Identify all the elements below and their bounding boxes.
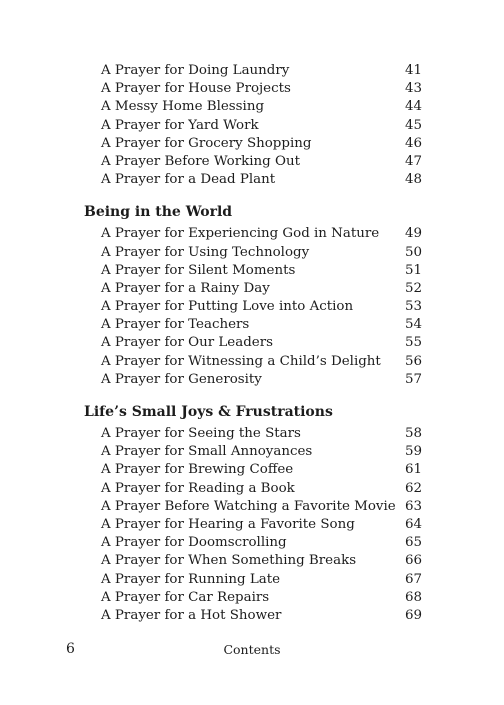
- toc-entry: [0, 117, 504, 135]
- entry-title: A Prayer for Silent Moments: [101, 262, 296, 278]
- entry-title: A Prayer for a Rainy Day: [101, 280, 270, 296]
- entry-title: A Prayer for Brewing Coffee: [101, 462, 294, 478]
- toc-entry: [0, 516, 504, 534]
- toc-entry: [0, 425, 504, 443]
- toc-entry: [0, 262, 504, 280]
- entry-title: A Prayer for Grocery Shopping: [101, 135, 312, 151]
- section-heading: Being in the World: [84, 204, 233, 221]
- entry-title: A Prayer for Doing Laundry: [101, 63, 290, 78]
- entry-page-number: 67: [404, 571, 422, 587]
- toc-entry: [0, 153, 504, 171]
- entry-page-number: 63: [404, 498, 422, 514]
- page-footer: [0, 641, 504, 661]
- entry-title: A Prayer for Doomscrolling: [101, 535, 287, 551]
- entry-title: A Prayer Before Working Out: [101, 153, 300, 169]
- toc-section: [0, 62, 504, 189]
- toc-entry: [0, 571, 504, 589]
- entry-page-number: 49: [404, 226, 422, 242]
- toc-entry: [0, 135, 504, 153]
- entry-title: A Prayer for Using Technology: [101, 244, 310, 260]
- entry-page-number: 69: [404, 607, 422, 623]
- entry-page-number: 47: [404, 153, 422, 169]
- entry-title: A Messy Home Blessing: [101, 99, 265, 115]
- entry-page-number: 55: [404, 335, 422, 351]
- running-head: Contents: [223, 642, 281, 657]
- toc-entry: [0, 443, 504, 461]
- toc-entry: [0, 225, 504, 243]
- toc-entry: [0, 607, 504, 625]
- entry-page-number: 51: [404, 262, 422, 278]
- toc-entry: [0, 244, 504, 262]
- entry-page-number: 61: [404, 462, 422, 478]
- entry-page-number: 65: [404, 535, 422, 551]
- toc-entry: [0, 80, 504, 98]
- entry-title: A Prayer for Small Annoyances: [101, 444, 313, 460]
- entry-title: A Prayer for House Projects: [101, 81, 291, 97]
- table-of-contents: [0, 62, 504, 635]
- entry-title: A Prayer for Putting Love into Action: [101, 299, 354, 315]
- entry-title: A Prayer for Our Leaders: [101, 335, 273, 351]
- entry-page-number: 64: [404, 516, 422, 532]
- toc-entry: [0, 171, 504, 189]
- entry-page-number: 41: [404, 63, 422, 78]
- entry-title: A Prayer for Teachers: [101, 317, 250, 333]
- entry-page-number: 44: [404, 99, 422, 115]
- entry-page-number: 53: [404, 299, 422, 315]
- entry-page-number: 46: [404, 135, 422, 151]
- toc-entry: [0, 589, 504, 607]
- entry-page-number: 52: [404, 280, 422, 296]
- entry-page-number: 43: [404, 81, 422, 97]
- entry-page-number: 54: [404, 317, 422, 333]
- toc-entry: [0, 353, 504, 371]
- entry-title: A Prayer for a Dead Plant: [101, 172, 276, 188]
- toc-entry: [0, 98, 504, 116]
- entry-title: A Prayer for Yard Work: [101, 117, 259, 133]
- entry-page-number: 56: [404, 353, 422, 369]
- entry-title: A Prayer for Experiencing God in Nature: [101, 226, 380, 242]
- toc-entry: [0, 461, 504, 479]
- toc-entry: [0, 371, 504, 389]
- toc-section: [0, 399, 504, 625]
- entry-page-number: 68: [404, 589, 422, 605]
- entry-title: A Prayer for Car Repairs: [101, 589, 270, 605]
- entry-title: A Prayer for Running Late: [101, 571, 281, 587]
- toc-entry: [0, 334, 504, 352]
- toc-entry: [0, 280, 504, 298]
- entry-page-number: 45: [404, 117, 422, 133]
- page-number: 6: [66, 641, 75, 657]
- toc-section: [0, 199, 504, 389]
- entry-page-number: 57: [404, 371, 422, 387]
- entry-page-number: 66: [404, 553, 422, 569]
- toc-entry: [0, 480, 504, 498]
- entry-page-number: 50: [404, 244, 422, 260]
- section-heading: Life’s Small Joys & Frustrations: [84, 404, 333, 420]
- toc-entry: [0, 552, 504, 570]
- entry-title: A Prayer for Seeing the Stars: [101, 426, 301, 441]
- entry-title: A Prayer for Generosity: [101, 371, 262, 387]
- entry-page-number: 59: [404, 444, 422, 460]
- entry-title: A Prayer for When Something Breaks: [101, 553, 357, 569]
- toc-entry: [0, 298, 504, 316]
- entry-title: A Prayer for Witnessing a Child’s Delight: [101, 353, 381, 369]
- entry-title: A Prayer for Reading a Book: [101, 480, 295, 496]
- toc-entry: [0, 316, 504, 334]
- toc-entry: [0, 534, 504, 552]
- entry-page-number: 62: [404, 480, 422, 496]
- entry-page-number: 58: [404, 426, 422, 441]
- entry-page-number: 48: [404, 172, 422, 188]
- entry-title: A Prayer for a Hot Shower: [101, 607, 282, 623]
- toc-entry: [0, 62, 504, 80]
- entry-title: A Prayer for Hearing a Favorite Song: [101, 516, 355, 532]
- entry-title: A Prayer Before Watching a Favorite Movie: [101, 498, 396, 514]
- toc-entry: [0, 498, 504, 516]
